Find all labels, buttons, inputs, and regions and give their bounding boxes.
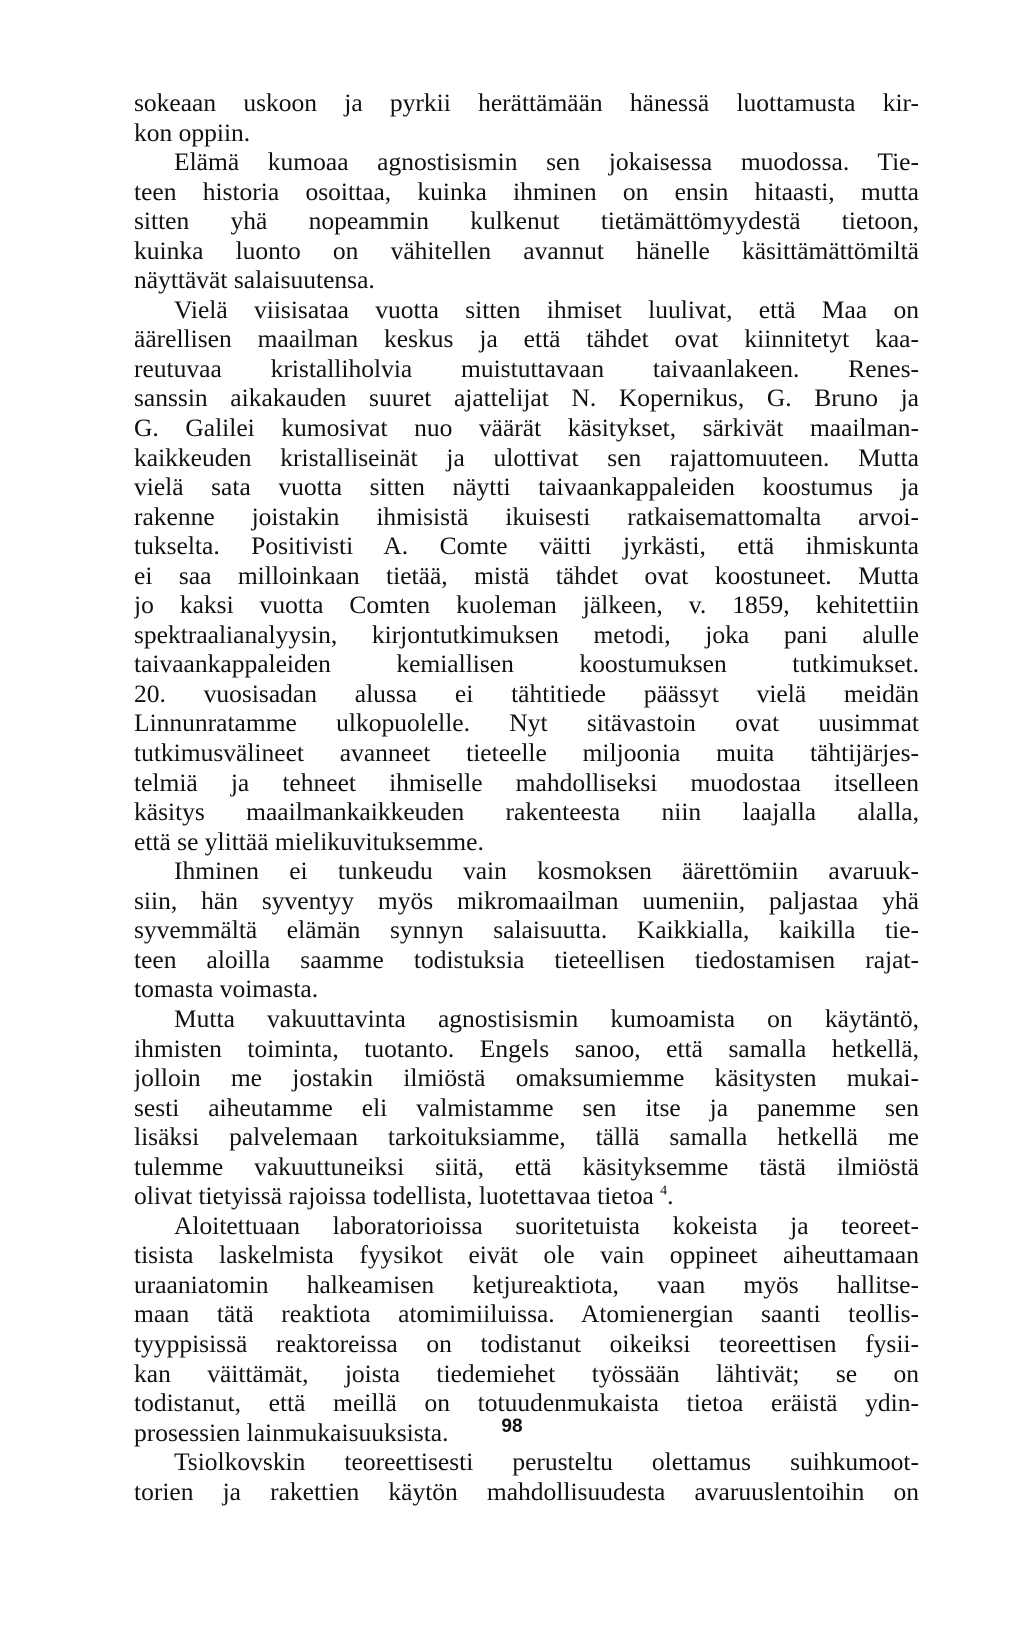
text-line: Elämä kumoaa agnostisismin sen jokaisessa muodossa. Tie- [174, 147, 919, 177]
text-line: sitten yhä nopeammin kulkenut tietämättömyydestä tietoon, [134, 206, 919, 236]
text-line: teen aloilla saamme todistuksia tieteellisen tiedostamisen rajat- [134, 944, 919, 974]
text-line: jolloin me jostakin ilmiöstä omaksumiemme käsitysten mukai- [134, 1063, 919, 1093]
text-line: G. Galilei kumosivat nuo väärät käsitykset, särkivät maailman- [134, 413, 919, 443]
text-line: näyttävät salaisuutensa. [134, 265, 375, 295]
paragraph [134, 1004, 919, 1211]
page-body [134, 88, 919, 1506]
text-line: Linnunratamme ulkopuolelle. Nyt sitävastoin ovat uusimmat [134, 708, 919, 738]
text-line: kon oppiin. [134, 117, 251, 147]
text-line: Mutta vakuuttavinta agnostisismin kumoamista on käytäntö, [174, 1003, 919, 1033]
paragraph [134, 147, 919, 295]
text-line: Tsiolkovskin teoreettisesti perusteltu olettamus suihkumoot- [174, 1447, 919, 1477]
trailing-punctuation: . [667, 1181, 674, 1211]
text-line: maan tätä reaktiota atomimiiluissa. Atomienergian saanti teollis- [134, 1299, 919, 1329]
text-line: syvemmältä elämän synnyn salaisuutta. Kaikkialla, kaikilla tie- [134, 915, 919, 945]
paragraph [134, 856, 919, 1004]
text-line: prosessien lainmukaisuuksista. [134, 1417, 449, 1447]
text-line: sokeaan uskoon ja pyrkii herättämään hänessä luottamusta kir- [134, 88, 919, 117]
page-number: 98 [501, 1416, 523, 1437]
text-line: sesti aiheutamme eli valmistamme sen itse ja panemme sen [134, 1092, 919, 1122]
text-line: käsitys maailmankaikkeuden rakenteesta niin laajalla alalla, [134, 797, 919, 827]
text-line: tulemme vakuuttuneiksi siitä, että käsityksemme tästä ilmiöstä [134, 1151, 919, 1181]
text-line: tutkimusvälineet avanneet tieteelle miljoonia muita tähtijärjes- [134, 738, 919, 768]
text-line: 20. vuosisadan alussa ei tähtitiede päässyt vielä meidän [134, 678, 919, 708]
text-line: spektraalianalyysin, kirjontutkimuksen metodi, joka pani alulle [134, 619, 919, 649]
text-line: kan väittämät, joista tiedemiehet työssään lähtivät; se on [134, 1358, 919, 1388]
text-line: kaikkeuden kristalliseinät ja ulottivat sen rajattomuuteen. Mutta [134, 442, 919, 472]
text-line: sanssin aikakauden suuret ajattelijat N. Kopernikus, G. Bruno ja [134, 383, 919, 413]
text-line: tukselta. Positivisti A. Comte väitti jyrkästi, että ihmiskunta [134, 531, 919, 561]
text-line: todistanut, että meillä on totuudenmukaista tietoa eräistä ydin- [134, 1388, 919, 1418]
text-line: tomasta voimasta. [134, 974, 319, 1004]
text-line: uraaniatomin halkeamisen ketjureaktiota, vaan myös hallitse- [134, 1269, 919, 1299]
paragraph [134, 1447, 919, 1506]
text-line: Ihminen ei tunkeudu vain kosmoksen äärettömiin avaruuk- [174, 856, 919, 886]
text-fragment: olivat tietyissä rajoissa todellista, luotettavaa tietoa [134, 1181, 654, 1211]
text-line: tyyppisissä reaktoreissa on todistanut oikeiksi teoreettisen fysii- [134, 1328, 919, 1358]
text-line: kuinka luonto on vähitellen avannut hänelle käsittämättömiltä [134, 235, 919, 265]
text-line: ei saa milloinkaan tietää, mistä tähdet ovat koostuneet. Mutta [134, 560, 919, 590]
text-line: vielä sata vuotta sitten näytti taivaankappaleiden koostumus ja [134, 472, 919, 502]
text-line: lisäksi palvelemaan tarkoituksiamme, tällä samalla hetkellä me [134, 1122, 919, 1152]
text-line: torien ja rakettien käytön mahdollisuudesta avaruuslentoihin on [134, 1476, 919, 1506]
paragraph [134, 88, 919, 147]
paragraph [134, 295, 919, 856]
text-line: että se ylittää mielikuvituksemme. [134, 826, 484, 856]
text-line: äärellisen maailman keskus ja että tähdet ovat kiinnitetyt kaa- [134, 324, 919, 354]
text-line: tisista laskelmista fyysikot eivät ole vain oppineet aiheuttamaan [134, 1240, 919, 1270]
paragraph [134, 1211, 919, 1447]
text-line: siin, hän syventyy myös mikromaailman uumeniin, paljastaa yhä [134, 885, 919, 915]
text-line: telmiä ja tehneet ihmiselle mahdolliseksi muodostaa itselleen [134, 767, 919, 797]
text-line: Aloitettuaan laboratorioissa suoritetuista kokeista ja teoreet- [174, 1210, 919, 1240]
text-line [134, 1181, 919, 1211]
text-line: jo kaksi vuotta Comten kuoleman jälkeen, v. 1859, kehitettiin [134, 590, 919, 620]
text-line: teen historia osoittaa, kuinka ihminen on ensin hitaasti, mutta [134, 176, 919, 206]
text-line: Vielä viisisataa vuotta sitten ihmiset luulivat, että Maa on [174, 294, 919, 324]
text-line: rakenne joistakin ihmisistä ikuisesti ratkaisemattomalta arvoi- [134, 501, 919, 531]
text-line: taivaankappaleiden kemiallisen koostumuksen tutkimukset. [134, 649, 919, 679]
footnote-marker: 4 [660, 1183, 668, 1199]
text-line: reutuvaa kristalliholvia muistuttavaan taivaanlakeen. Renes- [134, 353, 919, 383]
text-line: ihmisten toiminta, tuotanto. Engels sanoo, että samalla hetkellä, [134, 1033, 919, 1063]
